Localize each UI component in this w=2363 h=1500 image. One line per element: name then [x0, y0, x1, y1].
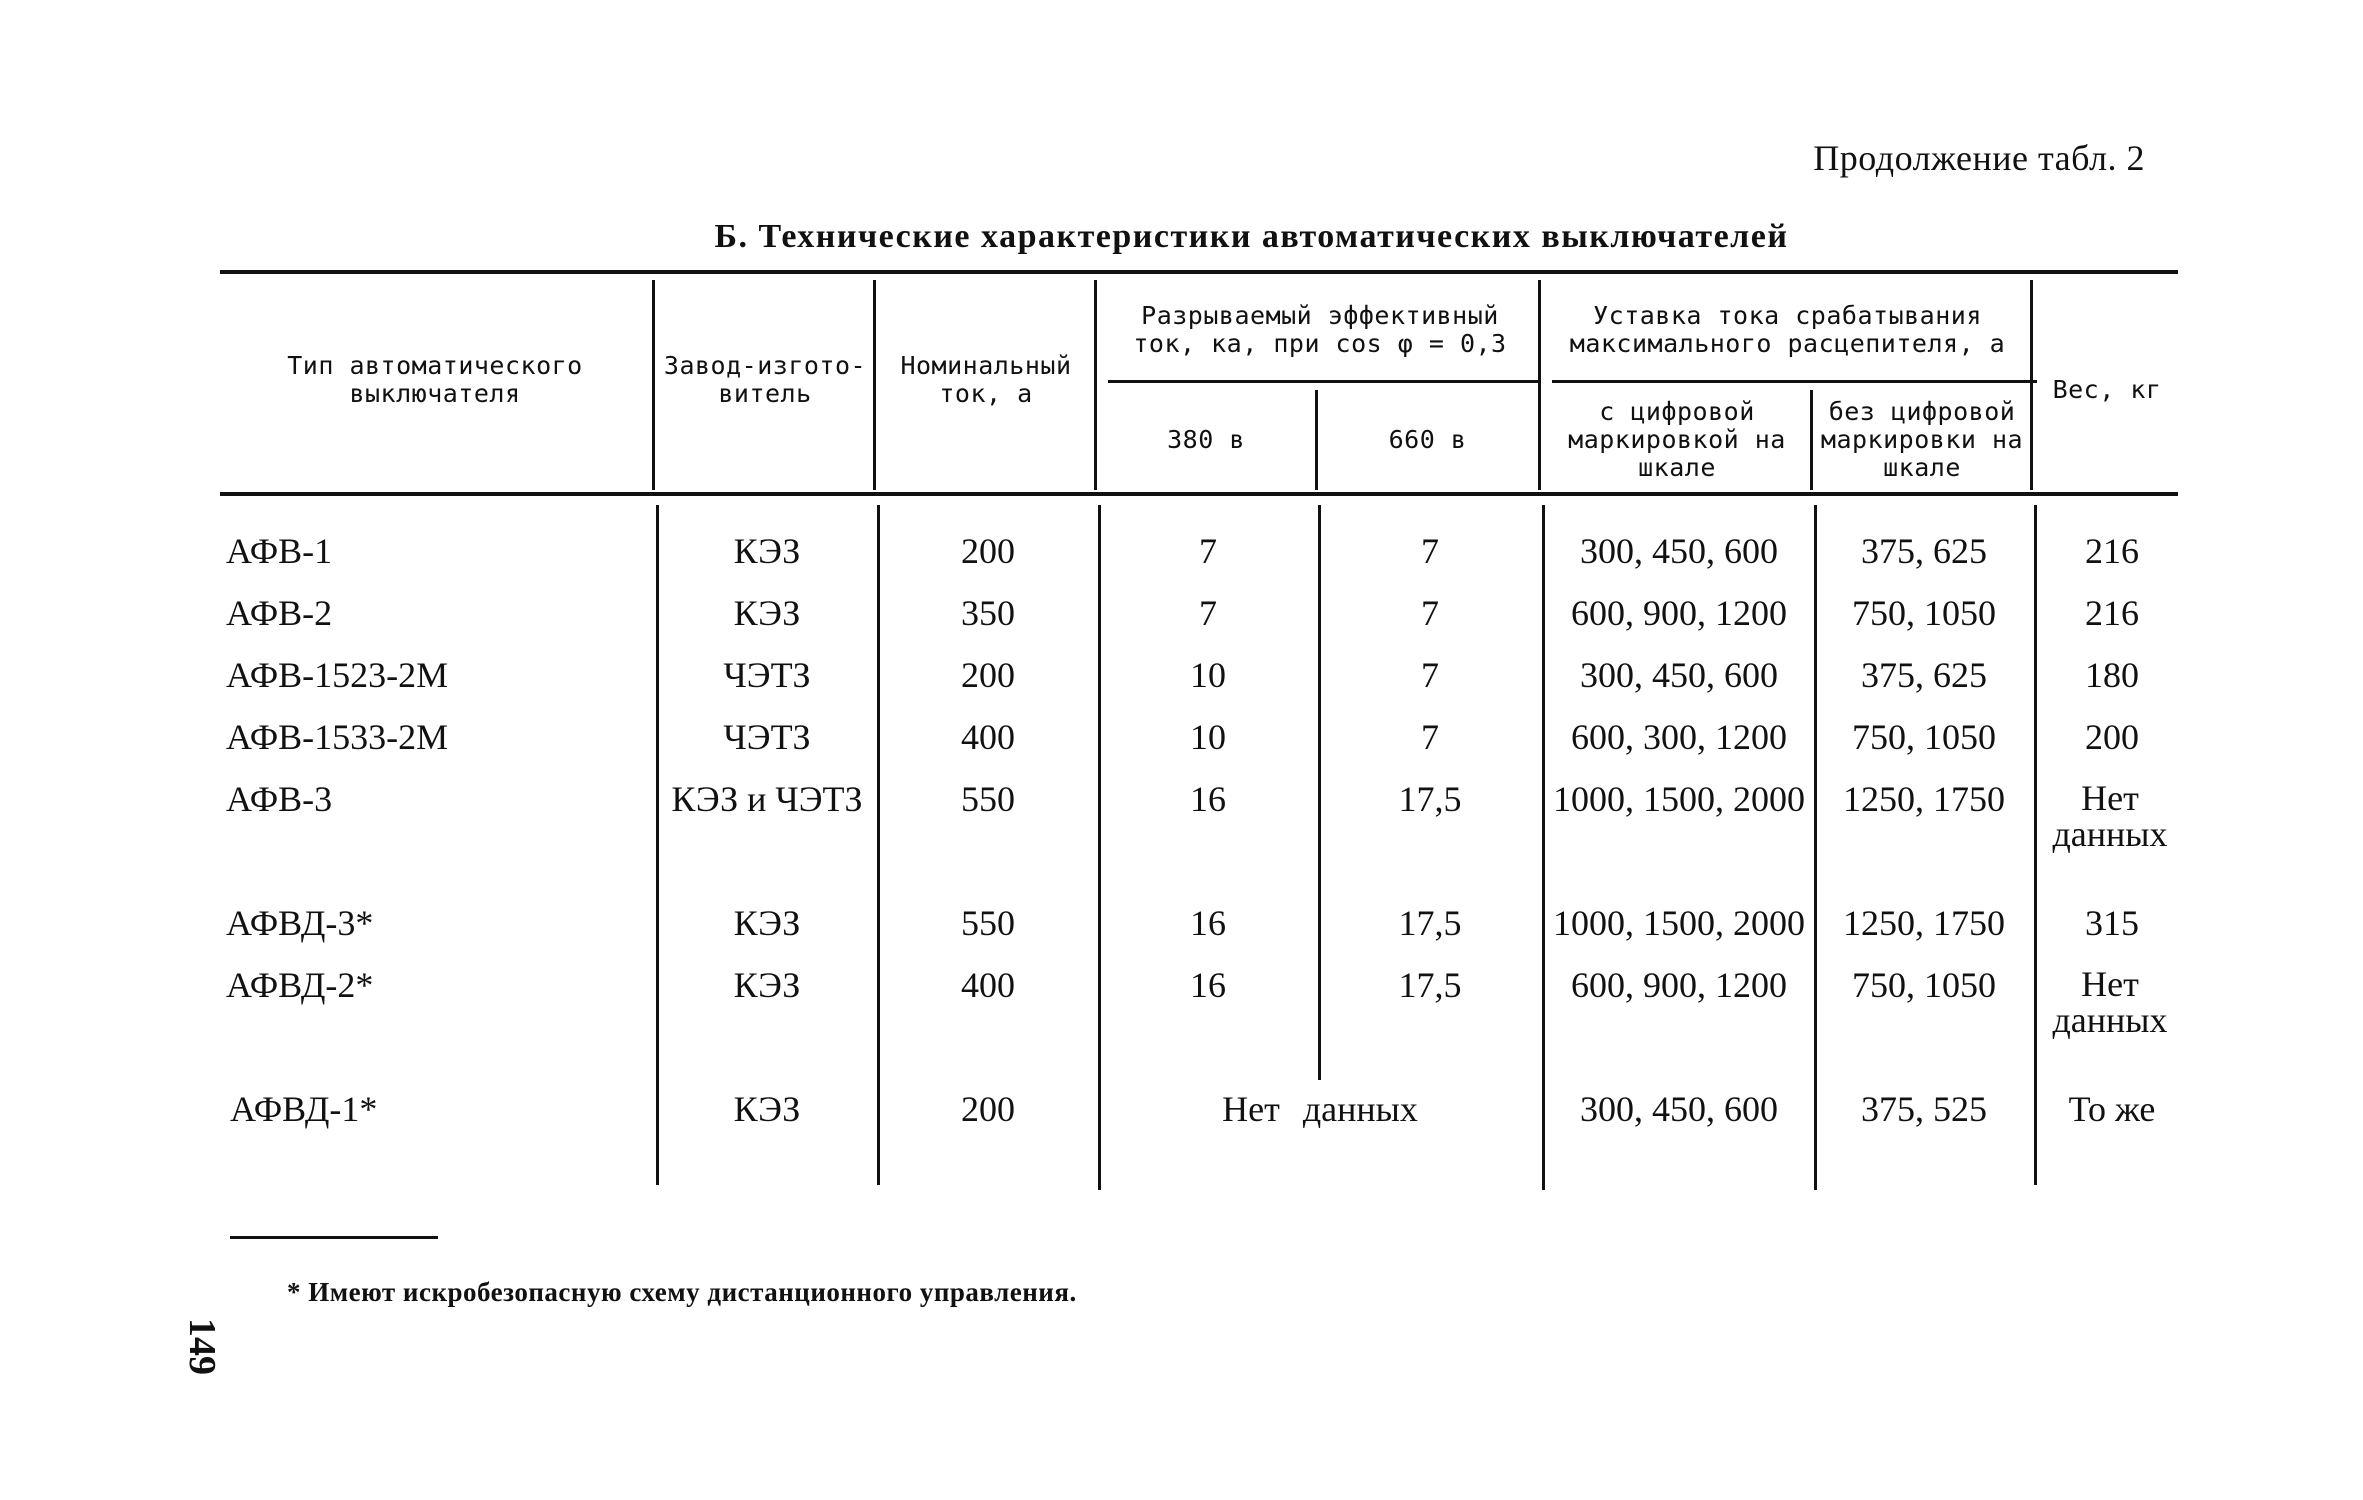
header-divider: [873, 280, 876, 490]
cell-type: АФВ-1: [226, 531, 333, 571]
cell-nominal: 400: [961, 717, 1015, 757]
cell-maker: КЭЗ: [733, 593, 801, 633]
header-nominal: Номинальный ток, а: [900, 351, 1072, 408]
cell-weight: 200: [2085, 717, 2139, 757]
cell-nominal: 200: [961, 655, 1015, 695]
cell-weight: Нет данных: [2052, 964, 2168, 1040]
header-type: Тип автоматического выключателя: [287, 351, 583, 408]
cell-weight: То же: [2068, 1089, 2156, 1129]
header-divider: [2030, 280, 2033, 490]
cell-without-digital: 375, 525: [1861, 1089, 1987, 1129]
cell-nominal: 400: [961, 965, 1015, 1005]
cell-nominal: 550: [961, 903, 1015, 943]
cell-maker: КЭЗ: [733, 1089, 801, 1129]
table-row: [0, 1078, 2363, 1140]
cell-nominal: 350: [961, 593, 1015, 633]
table-top-rule: [220, 270, 2178, 274]
table-row: [0, 706, 2363, 768]
header-weight: Вес, кг: [2052, 375, 2162, 404]
cell-breaking-merged: Нет данных: [1222, 1089, 1418, 1129]
page-number: 149: [181, 1318, 223, 1375]
header-with-digital: с цифровой маркировкой на шкале: [1568, 397, 1786, 482]
cell-380v: 7: [1199, 593, 1217, 633]
cell-maker: ЧЭТЗ: [723, 717, 811, 757]
cell-with-digital: 600, 300, 1200: [1571, 717, 1787, 757]
cell-660v: 7: [1421, 531, 1439, 571]
cell-without-digital: 375, 625: [1861, 655, 1987, 695]
cell-660v: 17,5: [1398, 779, 1462, 819]
cell-with-digital: 300, 450, 600: [1580, 531, 1778, 571]
cell-with-digital: 600, 900, 1200: [1571, 965, 1787, 1005]
cell-nominal: 200: [961, 531, 1015, 571]
table-row: [0, 582, 2363, 644]
cell-nominal: 200: [961, 1089, 1015, 1129]
header-without-digital: без цифровой маркировки на шкале: [1820, 397, 2024, 482]
cell-type: АФВ-3: [226, 779, 333, 819]
cell-type: АФВ-1533-2М: [226, 717, 449, 757]
cell-maker: КЭЗ и ЧЭТЗ: [671, 779, 863, 819]
header-divider: [652, 280, 655, 490]
cell-maker: КЭЗ: [733, 531, 801, 571]
cell-660v: 7: [1421, 655, 1439, 695]
cell-660v: 17,5: [1398, 903, 1462, 943]
cell-with-digital: 1000, 1500, 2000: [1553, 779, 1805, 819]
cell-380v: 16: [1190, 903, 1226, 943]
cell-660v: 17,5: [1398, 965, 1462, 1005]
cell-without-digital: 1250, 1750: [1843, 779, 2005, 819]
cell-type: АФВ-2: [226, 593, 333, 633]
cell-380v: 16: [1190, 779, 1226, 819]
header-380v: 380 в: [1167, 425, 1245, 454]
cell-type: АФВД-2*: [226, 965, 374, 1005]
cell-380v: 16: [1190, 965, 1226, 1005]
cell-nominal: 550: [961, 779, 1015, 819]
cell-maker: КЭЗ: [733, 965, 801, 1005]
cell-weight: 216: [2085, 593, 2139, 633]
cell-type: АФВД-1*: [230, 1089, 378, 1129]
header-divider: [1810, 390, 1813, 490]
table-title: Б. Технические характеристики автоматических выключателей: [714, 218, 1789, 255]
header-divider: [1094, 280, 1097, 490]
continuation-label: Продолжение табл. 2: [1813, 138, 2145, 178]
table-row: [0, 644, 2363, 706]
footnote: * Имеют искробезопасную схему дистанционного управления.: [287, 1277, 1077, 1307]
breaking-subheader-rule: [1108, 380, 1540, 383]
header-breaking: Разрываемый эффективный ток, ка, при cos φ = 0,3: [1133, 301, 1507, 358]
table-row: [0, 892, 2363, 954]
cell-with-digital: 300, 450, 600: [1580, 1089, 1778, 1129]
header-setting: Уставка тока срабатывания максимального расцепителя, а: [1569, 301, 2006, 358]
cell-without-digital: 750, 1050: [1852, 593, 1996, 633]
cell-with-digital: 300, 450, 600: [1580, 655, 1778, 695]
table-row: [0, 954, 2363, 1040]
header-divider: [1315, 390, 1318, 490]
cell-type: АФВ-1523-2М: [226, 655, 449, 695]
header-bottom-rule: [220, 492, 2178, 496]
cell-weight: 180: [2085, 655, 2139, 695]
cell-maker: ЧЭТЗ: [723, 655, 811, 695]
cell-without-digital: 1250, 1750: [1843, 903, 2005, 943]
cell-660v: 7: [1421, 593, 1439, 633]
footnote-rule: [230, 1236, 438, 1239]
cell-with-digital: 600, 900, 1200: [1571, 593, 1787, 633]
cell-weight: 315: [2085, 903, 2139, 943]
cell-660v: 7: [1421, 717, 1439, 757]
cell-without-digital: 750, 1050: [1852, 717, 1996, 757]
cell-maker: КЭЗ: [733, 903, 801, 943]
header-660v: 660 в: [1388, 425, 1467, 454]
cell-type: АФВД-3*: [226, 903, 374, 943]
cell-with-digital: 1000, 1500, 2000: [1553, 903, 1805, 943]
header-maker: Завод-изгото-витель: [663, 351, 867, 408]
table-row: [0, 520, 2363, 582]
cell-380v: 10: [1190, 655, 1226, 695]
cell-380v: 7: [1199, 531, 1217, 571]
table-row: [0, 768, 2363, 854]
cell-380v: 10: [1190, 717, 1226, 757]
cell-weight: 216: [2085, 531, 2139, 571]
header-divider: [1538, 280, 1541, 490]
cell-weight: Нет данных: [2052, 778, 2168, 854]
cell-without-digital: 750, 1050: [1852, 965, 1996, 1005]
setting-subheader-rule: [1552, 380, 2037, 383]
cell-without-digital: 375, 625: [1861, 531, 1987, 571]
